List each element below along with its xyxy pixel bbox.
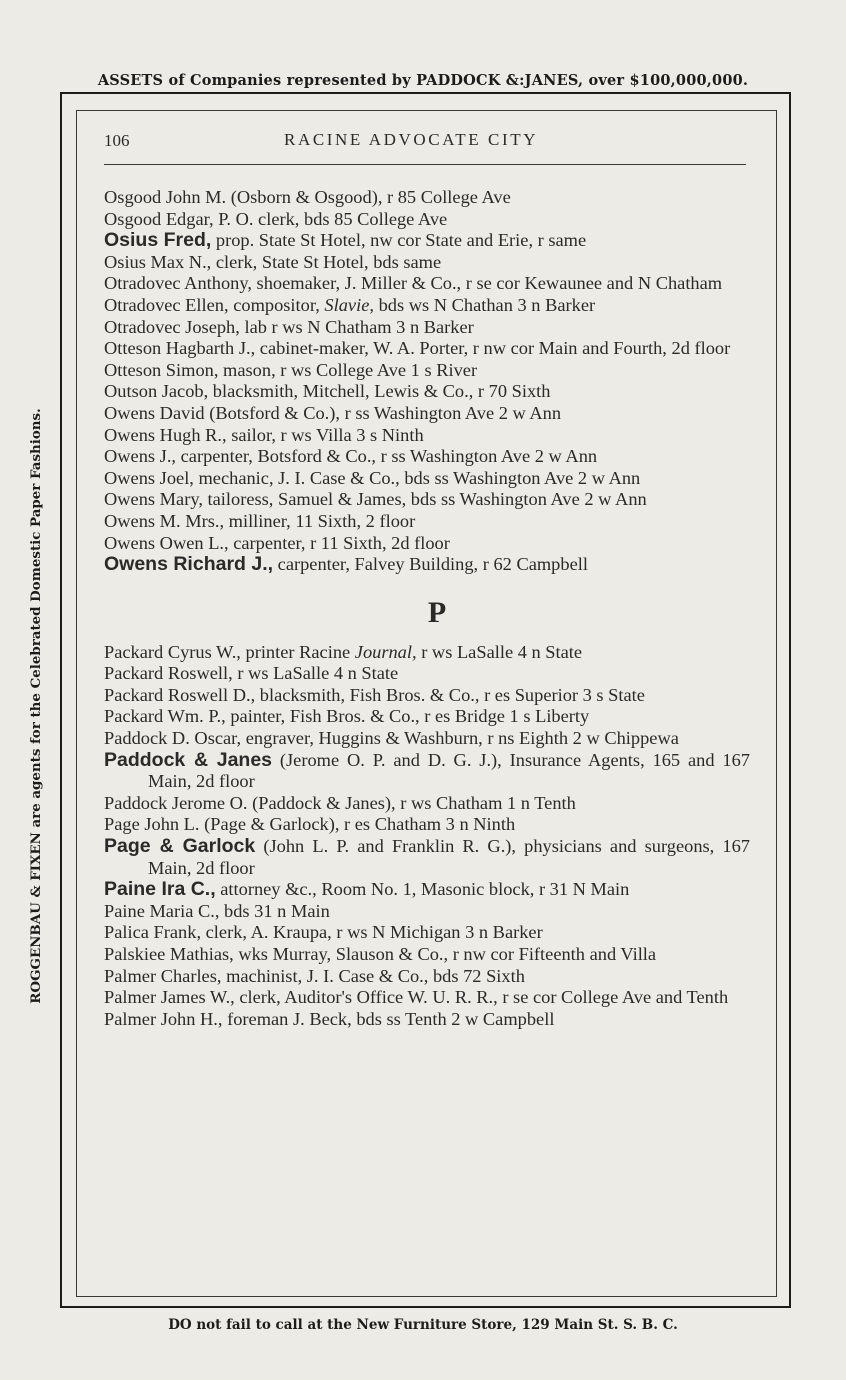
entry-details: painter, Fish Bros. & Co., r es Bridge 1 s Liberty (225, 706, 590, 727)
directory-entry (104, 489, 750, 511)
entry-name: Packard Roswell D., (104, 684, 256, 705)
entry-name: Osgood John M. (104, 187, 227, 207)
header-rule (104, 164, 746, 165)
entry-details: (Paddock & Janes), r ws Chatham 1 n Tenth (247, 792, 576, 813)
entry-details: attorney &c., Room No. 1, Masonic block, r 31 N Main (215, 879, 630, 900)
entry-details: blacksmith, Mitchell, Lewis & Co., r 70 Sixth (208, 381, 551, 402)
entry-details: carpenter, r 11 Sixth, 2d floor (228, 532, 450, 553)
directory-entry (104, 381, 750, 403)
directory-entry (104, 814, 750, 836)
directory-entry (104, 987, 750, 1009)
entry-name: Paddock D. Oscar, (104, 728, 242, 749)
entry-name: Owens Owen L., (104, 532, 229, 553)
entry-details: compositor, (228, 294, 325, 315)
directory-entry (104, 252, 750, 274)
directory-entry (104, 273, 750, 295)
directory-entry (104, 706, 750, 728)
entry-details: clerk, State St Hotel, bds same (211, 251, 442, 272)
entry-details: P. O. clerk, bds 85 College Ave (213, 208, 448, 229)
section-letter: P (427, 595, 447, 629)
directory-listing (104, 187, 750, 1030)
entry-name: Owens Richard J., (104, 553, 274, 576)
entry-name: Owens Joel, (104, 467, 194, 488)
entry-name: Owens Hugh R., (104, 424, 227, 445)
entry-details: foreman J. Beck, bds ss Tenth 2 w Campbell (222, 1008, 555, 1029)
entry-name: Otradovec Joseph, (104, 316, 240, 337)
entry-details: shoemaker, J. Miller & Co., r se cor Kewaunee and N Chatham (251, 273, 723, 294)
bottom-advertisement-banner: DO not fail to call at the New Furniture Store, 129 Main St. S. B. C. (168, 1317, 678, 1333)
entry-name: Owens M. Mrs., (104, 510, 225, 531)
entry-details: mechanic, J. I. Case & Co., bds ss Washington Ave 2 w Ann (193, 467, 641, 488)
directory-entry (104, 403, 750, 425)
entry-name: Owens David (104, 402, 205, 423)
entry-details: (Botsford & Co.), r ss Washington Ave 2 w Ann (204, 402, 562, 423)
directory-entry (104, 446, 750, 468)
directory-entry (104, 1009, 750, 1031)
entries-p-list (104, 642, 750, 1031)
entry-details: engraver, Huggins & Washburn, r ns Eighth 2 w Chippewa (241, 728, 679, 749)
entry-details: blacksmith, Fish Bros. & Co., r es Superior 3 s State (255, 684, 645, 705)
entry-name: Palmer James W., (104, 987, 235, 1008)
side-advertisement-banner: ROGGENBAU & FIXEN are agents for the Celebrated Domestic Paper Fashions. (28, 408, 44, 1004)
entry-details: r ws LaSalle 4 n State (232, 663, 399, 684)
entry-name: Page John L. (104, 814, 200, 835)
top-advertisement-banner: ASSETS of Companies represented by PADDOCK &:JANES, over $100,000,000. (97, 72, 749, 89)
entry-name: Packard Wm. P., (104, 706, 226, 727)
directory-entry (104, 425, 750, 447)
entries-o-list (104, 187, 750, 576)
entry-name: Otteson Hagbarth J., (104, 338, 256, 359)
entry-details: wks Murray, Slauson & Co., r nw cor Fifteenth and Villa (233, 944, 657, 964)
entry-name: Palmer John H., (104, 1008, 223, 1029)
entry-details-continued: bds ws N Chathan 3 n Barker (373, 294, 596, 315)
entry-name: Osgood Edgar, (104, 208, 214, 229)
entry-name: Packard Roswell, (104, 663, 233, 684)
entry-name: Paddock & Janes (104, 748, 273, 771)
entry-details: carpenter, Falvey Building, r 62 Campbell (273, 554, 588, 575)
entry-details: carpenter, Botsford & Co., r ss Washington Ave 2 w Ann (176, 446, 598, 467)
directory-entry (104, 511, 750, 533)
directory-entry (104, 901, 750, 923)
directory-entry (104, 750, 750, 793)
entry-details: lab r ws N Chatham 3 n Barker (239, 316, 474, 337)
directory-entry (104, 317, 750, 339)
directory-entry (104, 728, 750, 750)
directory-entry (104, 360, 750, 382)
entry-name: Outson Jacob, (104, 381, 209, 402)
entry-details: (Page & Garlock), r es Chatham 3 n Ninth (199, 814, 516, 835)
directory-entry (104, 187, 750, 209)
entry-name: Owens Mary, (104, 489, 203, 510)
entry-details: machinist, J. I. Case & Co., bds 72 Sixth (221, 965, 525, 986)
entry-name: Otradovec Anthony, (104, 273, 252, 294)
entry-details: (John L. P. and Franklin R. G.), physicians and surgeons, 167 Main, 2d floor (148, 836, 750, 878)
entry-name: Palmer Charles, (104, 965, 222, 986)
entry-details: (Jerome O. P. and D. G. J.), Insurance Agents, 165 and 167 Main, 2d floor (148, 749, 751, 792)
entry-name: Osius Fred, (104, 229, 212, 252)
entry-name: Page & Garlock (104, 835, 256, 858)
entry-name: Owens J., (104, 446, 177, 467)
entry-details: milliner, 11 Sixth, 2 floor (224, 510, 416, 531)
entry-details: (Osborn & Osgood), r 85 College Ave (226, 187, 511, 207)
entry-name: Osius Max N., (104, 251, 212, 272)
directory-entry (104, 209, 750, 231)
page-number: 106 (104, 131, 130, 150)
entry-details: clerk, Auditor's Office W. U. R. R., r se cor College Ave and Tenth (234, 987, 729, 1008)
entry-name: Packard Cyrus W., (104, 641, 241, 662)
entry-name: Paddock Jerome O. (104, 792, 248, 813)
directory-entry (104, 295, 750, 317)
directory-entry (104, 642, 750, 664)
entry-details-continued: r ws LaSalle 4 n State (416, 641, 583, 662)
entry-name: Otradovec Ellen, (104, 294, 229, 315)
entry-name: Paine Maria C., (104, 900, 220, 921)
entry-details: printer Racine (240, 641, 355, 662)
directory-entry (104, 533, 750, 555)
entry-details: tailoress, Samuel & James, bds ss Washington Ave 2 w Ann (202, 489, 647, 510)
entry-details: prop. State St Hotel, nw cor State and Erie, r same (211, 230, 587, 251)
entry-details: clerk, A. Kraupa, r ws N Michigan 3 n Barker (201, 922, 543, 943)
directory-entry (104, 966, 750, 988)
entry-details: bds 31 n Main (219, 900, 330, 921)
directory-entry (104, 685, 750, 707)
directory-entry (104, 793, 750, 815)
entry-details: mason, r ws College Ave 1 s River (218, 359, 478, 380)
page-title: RACINE ADVOCATE CITY (284, 130, 539, 149)
entry-name: Palica Frank, (104, 922, 202, 943)
directory-entry (104, 836, 750, 879)
entry-name: Palskiee Mathias, (104, 944, 234, 964)
entry-name: Otteson Simon, (104, 359, 219, 380)
directory-entry (104, 338, 750, 360)
entry-details: cabinet-maker, W. A. Porter, r nw cor Main and Fourth, 2d floor (255, 338, 731, 359)
directory-entry (104, 230, 750, 252)
directory-entry (104, 468, 750, 490)
directory-entry (104, 554, 750, 576)
directory-entry (104, 922, 750, 944)
directory-entry (104, 879, 750, 901)
entry-newspaper: Journal, (354, 641, 417, 662)
directory-entry (104, 663, 750, 685)
entry-details: sailor, r ws Villa 3 s Ninth (226, 424, 424, 445)
entry-name: Paine Ira C., (104, 878, 216, 901)
entry-newspaper: Slavie, (324, 294, 374, 315)
directory-entry (104, 944, 750, 966)
